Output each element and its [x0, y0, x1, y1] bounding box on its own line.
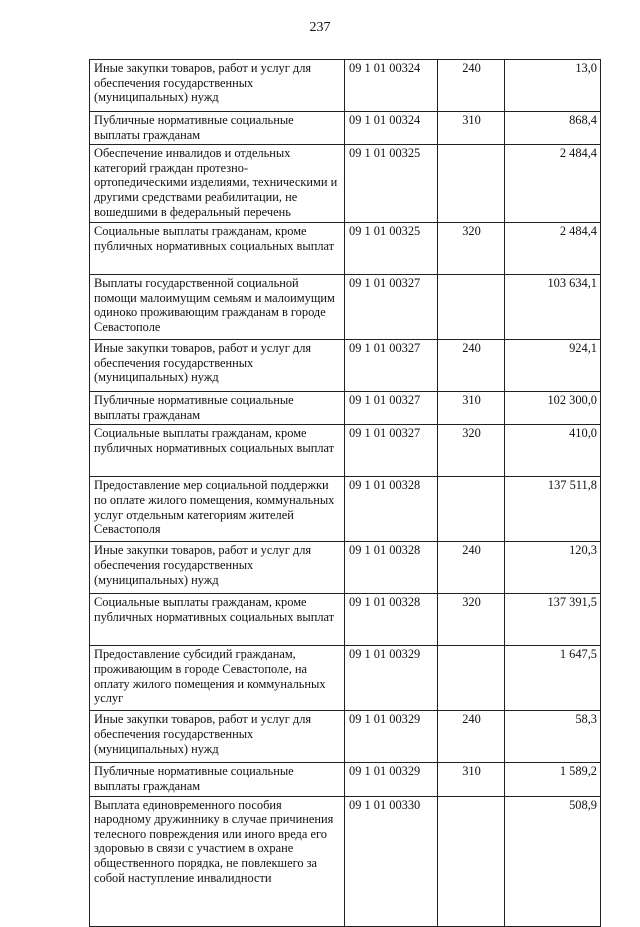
table-row: [90, 223, 601, 275]
amount-cell: 508,9: [505, 796, 601, 926]
expense-name-cell: Обеспечение инвалидов и отдельных категорий граждан протезно-ортопедическими изделиями, техническими и другими средствами реабилитации, не вошедшими в федеральный перечень: [90, 145, 345, 223]
target-code-cell: 09 1 01 00330: [345, 796, 438, 926]
expense-name-cell: Публичные нормативные социальные выплаты гражданам: [90, 392, 345, 425]
table-row: [90, 711, 601, 763]
target-code-cell: 09 1 01 00329: [345, 711, 438, 763]
expense-name-cell: Публичные нормативные социальные выплаты гражданам: [90, 763, 345, 796]
expense-kind-cell: 320: [438, 594, 505, 646]
amount-cell: 137 391,5: [505, 594, 601, 646]
target-code-cell: 09 1 01 00328: [345, 542, 438, 594]
expense-name-cell: Предоставление мер социальной поддержки по оплате жилого помещения, коммунальных услуг отдельным категориям жителей Севастополя: [90, 477, 345, 542]
table-row: [90, 340, 601, 392]
amount-cell: 137 511,8: [505, 477, 601, 542]
target-code-cell: 09 1 01 00325: [345, 145, 438, 223]
amount-cell: 13,0: [505, 60, 601, 112]
expense-kind-cell: 240: [438, 711, 505, 763]
expense-kind-cell: 240: [438, 542, 505, 594]
amount-cell: 103 634,1: [505, 275, 601, 340]
expense-name-cell: Предоставление субсидий гражданам, проживающим в городе Севастополе, на оплату жилого помещения и коммунальных услуг: [90, 646, 345, 711]
table-row: [90, 796, 601, 926]
expense-kind-cell: 310: [438, 112, 505, 145]
expense-name-cell: Иные закупки товаров, работ и услуг для обеспечения государственных (муниципальных) нужд: [90, 60, 345, 112]
amount-cell: 58,3: [505, 711, 601, 763]
expense-kind-cell: [438, 145, 505, 223]
amount-cell: 2 484,4: [505, 145, 601, 223]
expense-kind-cell: [438, 796, 505, 926]
budget-table-body: [90, 60, 601, 927]
amount-cell: 1 589,2: [505, 763, 601, 796]
amount-cell: 868,4: [505, 112, 601, 145]
budget-table: [89, 59, 601, 927]
expense-name-cell: Иные закупки товаров, работ и услуг для обеспечения государственных (муниципальных) нужд: [90, 711, 345, 763]
expense-kind-cell: [438, 275, 505, 340]
table-row: [90, 594, 601, 646]
target-code-cell: 09 1 01 00329: [345, 646, 438, 711]
table-row: [90, 646, 601, 711]
amount-cell: 1 647,5: [505, 646, 601, 711]
table-row: [90, 145, 601, 223]
expense-kind-cell: [438, 646, 505, 711]
target-code-cell: 09 1 01 00327: [345, 275, 438, 340]
amount-cell: 410,0: [505, 425, 601, 477]
table-row: [90, 763, 601, 796]
target-code-cell: 09 1 01 00327: [345, 340, 438, 392]
table-row: [90, 542, 601, 594]
amount-cell: 120,3: [505, 542, 601, 594]
target-code-cell: 09 1 01 00327: [345, 425, 438, 477]
expense-name-cell: Иные закупки товаров, работ и услуг для обеспечения государственных (муниципальных) нужд: [90, 542, 345, 594]
expense-name-cell: Иные закупки товаров, работ и услуг для обеспечения государственных (муниципальных) нужд: [90, 340, 345, 392]
expense-name-cell: Социальные выплаты гражданам, кроме публичных нормативных социальных выплат: [90, 223, 345, 275]
page-number: 237: [309, 20, 331, 35]
table-row: [90, 112, 601, 145]
table-row: [90, 477, 601, 542]
target-code-cell: 09 1 01 00324: [345, 60, 438, 112]
amount-cell: 924,1: [505, 340, 601, 392]
expense-kind-cell: 240: [438, 60, 505, 112]
table-row: [90, 60, 601, 112]
target-code-cell: 09 1 01 00327: [345, 392, 438, 425]
target-code-cell: 09 1 01 00325: [345, 223, 438, 275]
table-row: [90, 275, 601, 340]
target-code-cell: 09 1 01 00329: [345, 763, 438, 796]
expense-name-cell: Выплата единовременного пособия народному дружиннику в случае причинения телесного повреждения или иного вреда его здоровью в связи с участием в охране общественного порядка, не повлекшего за собой наступление инвалидности: [90, 796, 345, 926]
expense-name-cell: Публичные нормативные социальные выплаты гражданам: [90, 112, 345, 145]
expense-kind-cell: [438, 477, 505, 542]
target-code-cell: 09 1 01 00328: [345, 477, 438, 542]
target-code-cell: 09 1 01 00328: [345, 594, 438, 646]
target-code-cell: 09 1 01 00324: [345, 112, 438, 145]
expense-kind-cell: 320: [438, 223, 505, 275]
expense-name-cell: Социальные выплаты гражданам, кроме публичных нормативных социальных выплат: [90, 425, 345, 477]
amount-cell: 2 484,4: [505, 223, 601, 275]
expense-name-cell: Выплаты государственной социальной помощи малоимущим семьям и малоимущим одиноко проживающим гражданам в городе Севастополе: [90, 275, 345, 340]
expense-kind-cell: 240: [438, 340, 505, 392]
expense-kind-cell: 310: [438, 392, 505, 425]
expense-kind-cell: 320: [438, 425, 505, 477]
expense-name-cell: Социальные выплаты гражданам, кроме публичных нормативных социальных выплат: [90, 594, 345, 646]
table-row: [90, 425, 601, 477]
expense-kind-cell: 310: [438, 763, 505, 796]
table-row: [90, 392, 601, 425]
amount-cell: 102 300,0: [505, 392, 601, 425]
